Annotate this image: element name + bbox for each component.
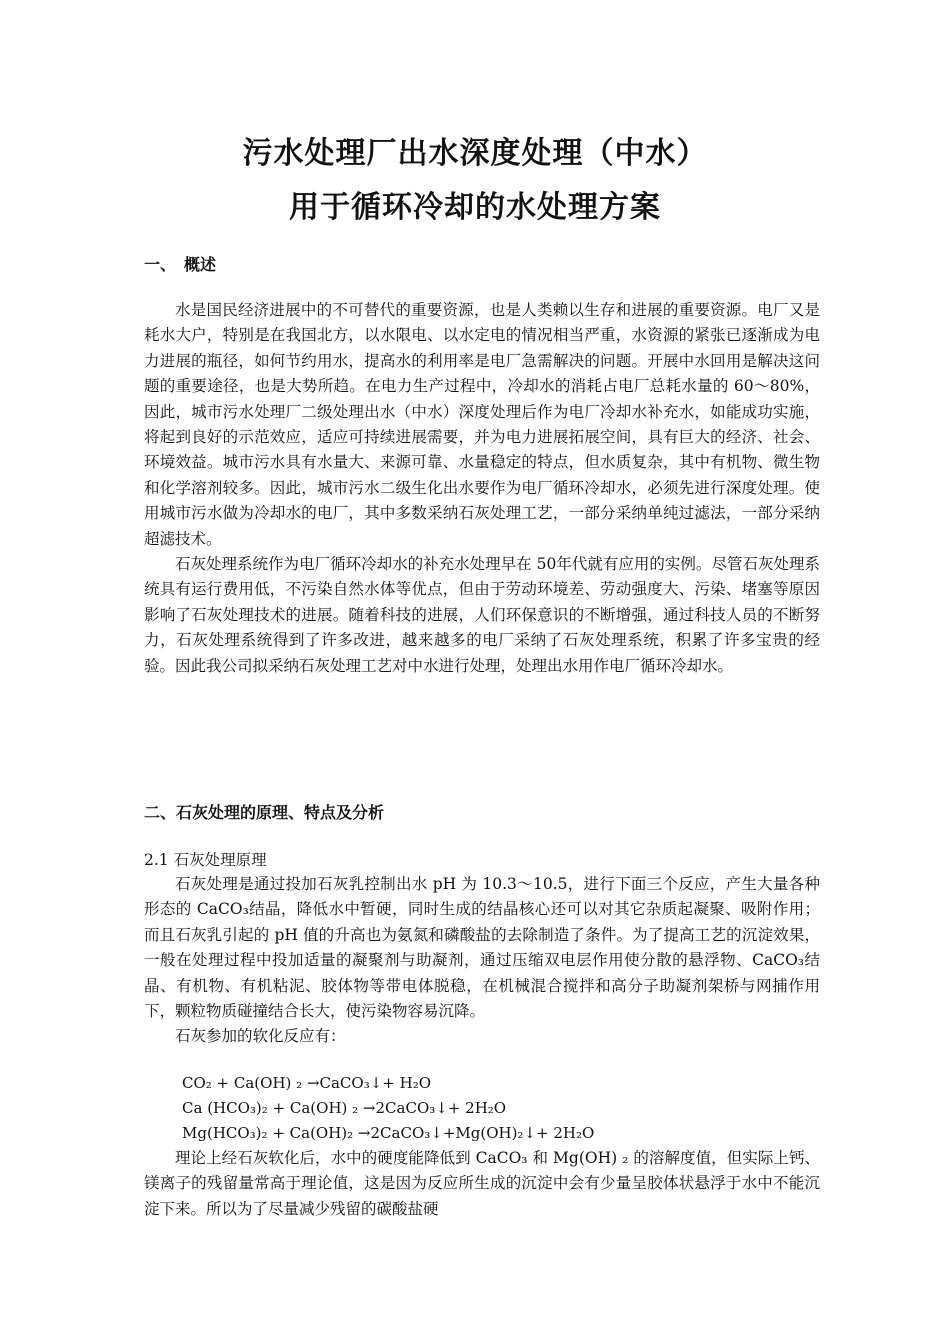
section2-heading: 二、石灰处理的原理、特点及分析 xyxy=(144,803,385,822)
section2-body-continued xyxy=(144,1146,820,1222)
section1-heading: 一、 概述 xyxy=(144,255,217,274)
reaction-equation-1: CO₂ + Ca(OH) ₂ →CaCO₃↓+ H₂O xyxy=(182,1074,432,1092)
section2-paragraph-1: 石灰处理是通过投加石灰乳控制出水 pH 为 10.3～10.5，进行下面三个反应，产生大量各种形态的 CaCO₃结晶，降低水中暂硬，同时生成的结晶核心还可以对其它杂质起凝聚、吸附作用；而且石灰乳引起的 pH 值的升高也为氨氮和磷酸盐的去除制造了条件。为了提高工艺的沉淀效果，一般在处理过程中投加适量的凝聚剂与助凝剂，通过压缩双电层作用使分散的悬浮物、CaCO₃结晶、有机物、有机粘泥、胶体物等带电体脱稳，在机械混合搅拌和高分子助凝剂架桥与网捕作用下，颗粒物质碰撞结合长大，使污染物容易沉降。 xyxy=(144,875,820,1021)
section1-paragraph-2: 石灰处理系统作为电厂循环冷却水的补充水处理早在 50年代就有应用的实例。尽管石灰处理系统具有运行费用低，不污染自然水体等优点，但由于劳动环境差、劳动强度大、污染、堵塞等原因影响了石灰处理技术的进展。随着科技的进展，人们环保意识的不断增强，通过科技人员的不断努力，石灰处理系统得到了许多改进，越来越多的电厂采纳了石灰处理系统，积累了许多宝贵的经验。因此我公司拟采纳石灰处理工艺对中水进行处理，处理出水用作电厂循环冷却水。 xyxy=(144,555,820,675)
section1-paragraph-1: 水是国民经济进展中的不可替代的重要资源，也是人类赖以生存和进展的重要资源。电厂又是耗水大户，特别是在我国北方，以水限电、以水定电的情况相当严重，水资源的紧张已逐渐成为电力进展的瓶径，如何节约用水，提高水的利用率是电厂急需解决的问题。开展中水回用是解决这问题的重要途径，也是大势所趋。在电力生产过程中，冷却水的消耗占电厂总耗水量的 60～80%，因此，城市污水处理厂二级处理出水（中水）深度处理后作为电厂冷却水补充水，如能成功实施，将起到良好的示范效应，适应可持续进展需要，并为电力进展拓展空间，具有巨大的经济、社会、环境效益。城市污水具有水量大、来源可靠、水量稳定的特点，但水质复杂，其中有机物、微生物和化学溶剂较多。因此，城市污水二级生化出水要作为电厂循环冷却水，必须先进行深度处理。使用城市污水做为冷却水的电厂，其中多数采纳石灰处理工艺，一部分采纳单纯过滤法，一部分采纳超滤技术。 xyxy=(144,301,820,548)
section2-body xyxy=(144,872,820,1050)
reaction-equation-3: Mg(HCO₃)₂ + Ca(OH)₂ →2CaCO₃↓+Mg(OH)₂↓+ 2H₂O xyxy=(182,1124,595,1142)
section2-paragraph-3: 理论上经石灰软化后，水中的硬度能降低到 CaCO₃ 和 Mg(OH) ₂ 的溶解度值，但实际上钙、镁离子的残留量常高于理论值，这是因为反应所生成的沉淀中会有少量呈胶体状悬浮于水中不能沉淀下来。所以为了尽量减少残留的碳酸盐硬 xyxy=(144,1149,820,1218)
document-title-line2: 用于循环冷却的水处理方案 xyxy=(289,190,661,225)
section1-body xyxy=(144,298,820,679)
section2-paragraph-2: 石灰参加的软化反应有： xyxy=(175,1027,346,1046)
subsection-2-1-title: 2.1 石灰处理原理 xyxy=(144,851,267,869)
document-title-line1: 污水处理厂出水深度处理（中水） xyxy=(242,136,708,171)
reaction-equation-2: Ca (HCO₃)₂ + Ca(OH) ₂ →2CaCO₃↓+ 2H₂O xyxy=(182,1099,507,1117)
